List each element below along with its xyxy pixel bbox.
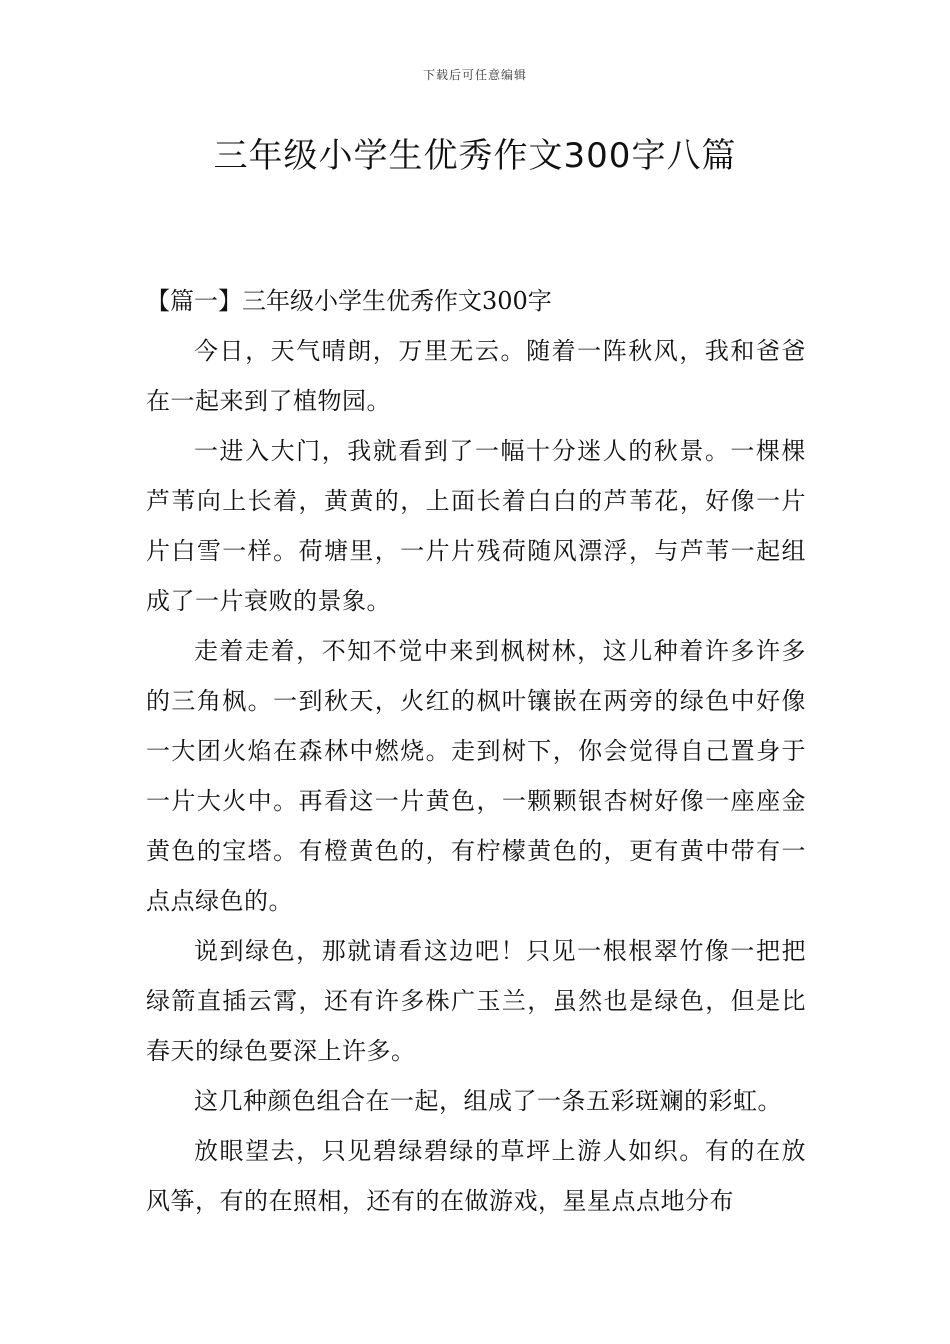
header-note: 下载后可任意编辑 (422, 68, 527, 82)
paragraph: 一进入大门，我就看到了一幅十分迷人的秋景。一棵棵芦苇向上长着，黄黄的，上面长着白白的芦苇花，好像一片片白雪一样。荷塘里，一片片残荷随风漂浮，与芦苇一起组成了一片衰败的景象。 (146, 437, 806, 615)
paragraph: 放眼望去，只见碧绿碧绿的草坪上游人如织。有的在放风筝，有的在照相，还有的在做游戏，星星点点地分布 (146, 1137, 806, 1215)
section-heading: 【篇一】三年级小学生优秀作文300字 (146, 287, 552, 315)
paragraph: 走着走着，不知不觉中来到枫树林，这儿种着许多许多的三角枫。一到秋天，火红的枫叶镶嵌在两旁的绿色中好像一大团火焰在森林中燃烧。走到树下，你会觉得自己置身于一片大火中。再看这一片黄色，一颗颗银杏树好像一座座金黄色的宝塔。有橙黄色的，有柠檬黄色的，更有黄中带有一点点绿色的。 (146, 637, 806, 915)
paragraph: 说到绿色，那就请看这边吧！只见一根根翠竹像一把把绿箭直插云霄，还有许多株广玉兰，虽然也是绿色，但是比春天的绿色要深上许多。 (146, 937, 806, 1065)
paragraph: 今日，天气晴朗，万里无云。随着一阵秋风，我和爸爸在一起来到了植物园。 (146, 337, 806, 415)
document-title: 三年级小学生优秀作文300字八篇 (213, 136, 737, 176)
paragraph: 这几种颜色组合在一起，组成了一条五彩斑斓的彩虹。 (194, 1087, 782, 1115)
document-body (146, 276, 806, 1226)
